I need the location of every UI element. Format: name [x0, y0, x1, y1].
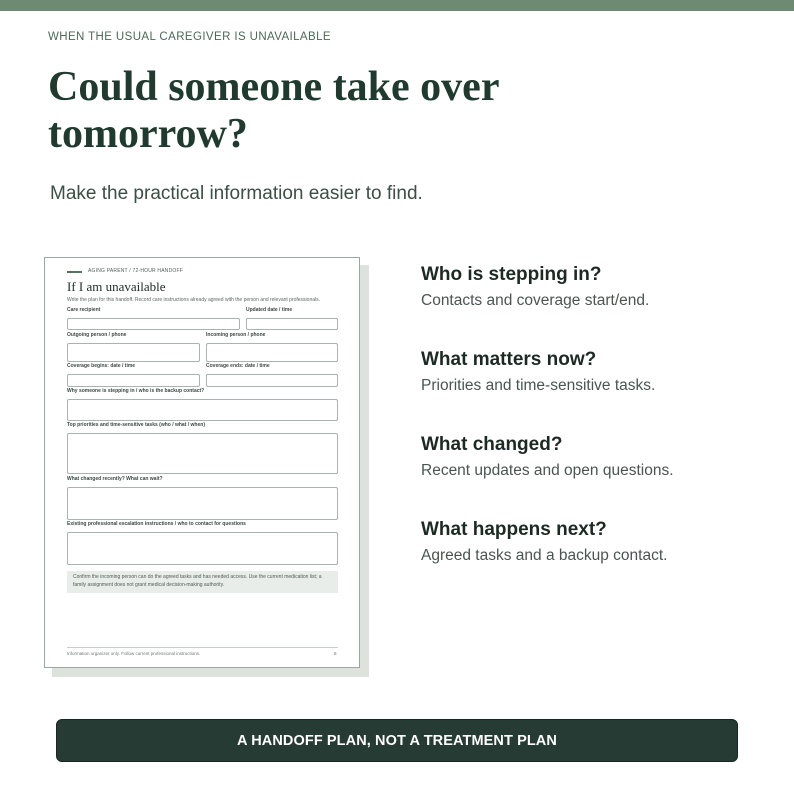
doc-tag: AGING PARENT / 72-HOUR HANDOFF — [88, 268, 183, 274]
care-recipient-field[interactable] — [67, 318, 240, 330]
question-desc: Priorities and time-sensitive tasks. — [421, 377, 656, 394]
doc-intro: Write the plan for this handoff. Record care instructions already agreed with the person and relevant professionals. — [67, 297, 321, 303]
headline: Could someone take over tomorrow? — [48, 64, 499, 157]
priorities-field[interactable] — [67, 433, 338, 474]
why-field[interactable] — [67, 399, 338, 421]
doc-title: If I am unavailable — [67, 279, 166, 294]
incoming-field[interactable] — [206, 343, 338, 362]
top-accent-bar — [0, 0, 794, 11]
eyebrow-label: WHEN THE USUAL CAREGIVER IS UNAVAILABLE — [48, 31, 331, 43]
coverage-begins-field[interactable] — [67, 374, 200, 387]
handoff-form-preview — [44, 257, 360, 668]
question-title: What matters now? — [421, 349, 597, 370]
updated-field[interactable] — [246, 318, 338, 330]
doc-note: Confirm the incoming person can do the agreed tasks and has needed access. Use the current medication list; a family assignment does not grant medical decision-making authority. — [67, 571, 338, 593]
cta-banner: A HANDOFF PLAN, NOT A TREATMENT PLAN — [56, 719, 738, 762]
question-title: What changed? — [421, 434, 563, 455]
coverage-ends-field[interactable] — [206, 374, 338, 387]
doc-tag-rule — [67, 271, 82, 273]
question-title: Who is stepping in? — [421, 264, 602, 285]
field-label-updated: Updated date / time — [246, 307, 293, 313]
field-label-escalation: Existing professional escalation instructions / who to contact for questions — [67, 521, 246, 527]
field-label-why: Why someone is stepping in / who is the backup contact? — [67, 388, 205, 394]
doc-footer: Information organizer only. Follow current professional instructions. — [67, 651, 201, 656]
field-label-incoming: Incoming person / phone — [206, 332, 266, 338]
field-label-changed: What changed recently? What can wait? — [67, 476, 163, 482]
escalation-field[interactable] — [67, 532, 338, 565]
field-label-care-recipient: Care recipient — [67, 307, 101, 313]
question-desc: Agreed tasks and a backup contact. — [421, 547, 668, 564]
field-label-priorities: Top priorities and time-sensitive tasks (who / what / when) — [67, 422, 205, 428]
field-label-coverage-begins: Coverage begins: date / time — [67, 363, 136, 369]
question-title: What happens next? — [421, 519, 607, 540]
field-label-outgoing: Outgoing person / phone — [67, 332, 127, 338]
outgoing-field[interactable] — [67, 343, 200, 362]
changed-field[interactable] — [67, 487, 338, 520]
field-label-coverage-ends: Coverage ends: date / time — [206, 363, 270, 369]
doc-footer-rule — [67, 647, 338, 648]
question-desc: Recent updates and open questions. — [421, 462, 674, 479]
subhead: Make the practical information easier to find. — [50, 183, 423, 204]
doc-page-number: 8 — [334, 651, 337, 656]
question-desc: Contacts and coverage start/end. — [421, 292, 650, 309]
